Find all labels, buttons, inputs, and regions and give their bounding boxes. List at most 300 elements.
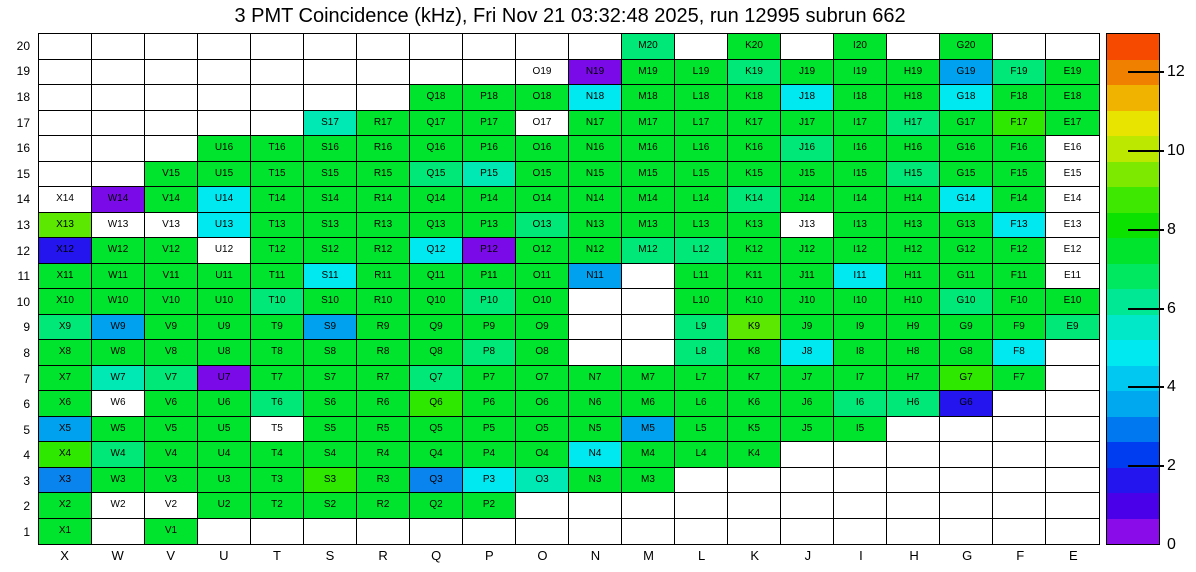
cell-J9: J9 [781,315,834,341]
cell-E18: E18 [1046,85,1099,111]
row-label-8: 8 [23,345,30,360]
cell-L6: L6 [675,391,728,417]
cell-G17: G17 [940,111,993,137]
empty-cell-E3 [1046,468,1099,494]
cell-Q10: Q10 [410,289,463,315]
cell-S14: S14 [304,187,357,213]
cell-R4: R4 [357,442,410,468]
col-label-U: U [219,548,229,563]
cell-O3: O3 [516,468,569,494]
cell-U2: U2 [198,493,251,519]
cell-I8: I8 [834,340,887,366]
cell-P12: P12 [463,238,516,264]
cell-P14: P14 [463,187,516,213]
cell-I16: I16 [834,136,887,162]
cell-L10: L10 [675,289,728,315]
empty-cell-F1 [993,519,1046,545]
cell-Q16: Q16 [410,136,463,162]
cell-X8: X8 [39,340,92,366]
cell-I9: I9 [834,315,887,341]
row-label-16: 16 [16,141,30,156]
empty-cell-I1 [834,519,887,545]
x-axis-labels [38,548,1100,568]
empty-cell-V18 [145,85,198,111]
colorbar-band-6 [1107,391,1159,417]
cell-F11: F11 [993,264,1046,290]
cell-W12: W12 [92,238,145,264]
empty-cell-L3 [675,468,728,494]
colorbar-ticklabel-2: 2 [1167,457,1176,475]
cell-P9: P9 [463,315,516,341]
cell-T6: T6 [251,391,304,417]
empty-cell-H2 [887,493,940,519]
colorbar-ticklabel-4: 4 [1167,378,1176,396]
cell-N15: N15 [569,162,622,188]
cell-R12: R12 [357,238,410,264]
colorbar-band-11 [1107,264,1159,290]
cell-M13: M13 [622,213,675,239]
cell-M5: M5 [622,417,675,443]
empty-cell-W18 [92,85,145,111]
cell-S4: S4 [304,442,357,468]
row-label-15: 15 [16,166,30,181]
empty-cell-U18 [198,85,251,111]
cell-J11: J11 [781,264,834,290]
colorbar-tickline-6 [1128,308,1164,310]
cell-X11: X11 [39,264,92,290]
cell-O11: O11 [516,264,569,290]
cell-E14: E14 [1046,187,1099,213]
cell-V10: V10 [145,289,198,315]
cell-O18: O18 [516,85,569,111]
cell-T4: T4 [251,442,304,468]
row-label-11: 11 [17,269,30,284]
colorbar-band-20 [1107,34,1159,60]
cell-P10: P10 [463,289,516,315]
empty-cell-N9 [569,315,622,341]
cell-X5: X5 [39,417,92,443]
empty-cell-P20 [463,34,516,60]
cell-S17: S17 [304,111,357,137]
empty-cell-O1 [516,519,569,545]
cell-R8: R8 [357,340,410,366]
cell-L12: L12 [675,238,728,264]
colorbar-band-13 [1107,213,1159,239]
empty-cell-E5 [1046,417,1099,443]
row-label-6: 6 [23,397,30,412]
y-axis-labels [0,33,32,545]
row-label-18: 18 [16,89,30,104]
cell-T12: T12 [251,238,304,264]
empty-cell-N10 [569,289,622,315]
cell-N3: N3 [569,468,622,494]
cell-X14: X14 [39,187,92,213]
cell-S9: S9 [304,315,357,341]
cell-P5: P5 [463,417,516,443]
cell-H13: H13 [887,213,940,239]
empty-cell-X19 [39,60,92,86]
cell-W5: W5 [92,417,145,443]
empty-cell-W16 [92,136,145,162]
empty-cell-N2 [569,493,622,519]
cell-I10: I10 [834,289,887,315]
cell-G20: G20 [940,34,993,60]
empty-cell-T19 [251,60,304,86]
empty-cell-P1 [463,519,516,545]
cell-O13: O13 [516,213,569,239]
cell-U11: U11 [198,264,251,290]
cell-X1: X1 [39,519,92,545]
cell-L13: L13 [675,213,728,239]
cell-F9: F9 [993,315,1046,341]
cell-U14: U14 [198,187,251,213]
cell-T16: T16 [251,136,304,162]
cell-V13: V13 [145,213,198,239]
empty-cell-R19 [357,60,410,86]
cell-Q3: Q3 [410,468,463,494]
empty-cell-L1 [675,519,728,545]
cell-K9: K9 [728,315,781,341]
cell-U3: U3 [198,468,251,494]
cell-M15: M15 [622,162,675,188]
cell-W7: W7 [92,366,145,392]
cell-W11: W11 [92,264,145,290]
cell-E9: E9 [1046,315,1099,341]
cell-P18: P18 [463,85,516,111]
cell-O19: O19 [516,60,569,86]
row-label-13: 13 [16,217,30,232]
cell-M18: M18 [622,85,675,111]
cell-U10: U10 [198,289,251,315]
cell-O10: O10 [516,289,569,315]
cell-H17: H17 [887,111,940,137]
empty-cell-V16 [145,136,198,162]
col-label-S: S [325,548,335,563]
empty-cell-W20 [92,34,145,60]
cell-K14: K14 [728,187,781,213]
empty-cell-H1 [887,519,940,545]
cell-K15: K15 [728,162,781,188]
cell-Q6: Q6 [410,391,463,417]
empty-cell-V20 [145,34,198,60]
empty-cell-T20 [251,34,304,60]
cell-K13: K13 [728,213,781,239]
col-label-H: H [909,548,919,563]
col-label-T: T [272,548,281,563]
cell-J5: J5 [781,417,834,443]
cell-F18: F18 [993,85,1046,111]
cell-R2: R2 [357,493,410,519]
row-label-20: 20 [16,38,30,53]
cell-L8: L8 [675,340,728,366]
empty-cell-K3 [728,468,781,494]
cell-W6: W6 [92,391,145,417]
empty-cell-T18 [251,85,304,111]
cell-R15: R15 [357,162,410,188]
cell-X2: X2 [39,493,92,519]
cell-S7: S7 [304,366,357,392]
empty-cell-O2 [516,493,569,519]
cell-Q7: Q7 [410,366,463,392]
cell-H19: H19 [887,60,940,86]
cell-S10: S10 [304,289,357,315]
empty-cell-I3 [834,468,887,494]
cell-I7: I7 [834,366,887,392]
empty-cell-E6 [1046,391,1099,417]
cell-P16: P16 [463,136,516,162]
cell-O17: O17 [516,111,569,137]
cell-X10: X10 [39,289,92,315]
empty-cell-E7 [1046,366,1099,392]
cell-E13: E13 [1046,213,1099,239]
cell-X12: X12 [39,238,92,264]
empty-cell-R18 [357,85,410,111]
empty-cell-I2 [834,493,887,519]
cell-I17: I17 [834,111,887,137]
cell-F14: F14 [993,187,1046,213]
cell-O7: O7 [516,366,569,392]
cell-V5: V5 [145,417,198,443]
cell-E10: E10 [1046,289,1099,315]
cell-Q18: Q18 [410,85,463,111]
empty-cell-K1 [728,519,781,545]
empty-cell-E8 [1046,340,1099,366]
colorbar-tickline-8 [1128,229,1164,231]
cell-R17: R17 [357,111,410,137]
cell-L16: L16 [675,136,728,162]
empty-cell-E4 [1046,442,1099,468]
cell-U5: U5 [198,417,251,443]
empty-cell-W15 [92,162,145,188]
cell-R16: R16 [357,136,410,162]
empty-cell-M10 [622,289,675,315]
colorbar-band-18 [1107,85,1159,111]
cell-L11: L11 [675,264,728,290]
cell-F8: F8 [993,340,1046,366]
cell-N13: N13 [569,213,622,239]
cell-Q8: Q8 [410,340,463,366]
empty-cell-J4 [781,442,834,468]
empty-cell-H3 [887,468,940,494]
empty-cell-M2 [622,493,675,519]
cell-V6: V6 [145,391,198,417]
cell-Q14: Q14 [410,187,463,213]
empty-cell-R1 [357,519,410,545]
row-label-1: 1 [23,525,30,540]
cell-F17: F17 [993,111,1046,137]
colorbar-tickline-4 [1128,386,1164,388]
cell-J14: J14 [781,187,834,213]
cell-M17: M17 [622,111,675,137]
cell-R5: R5 [357,417,410,443]
cell-T14: T14 [251,187,304,213]
cell-G8: G8 [940,340,993,366]
cell-S5: S5 [304,417,357,443]
cell-R14: R14 [357,187,410,213]
cell-G11: G11 [940,264,993,290]
cell-S3: S3 [304,468,357,494]
cell-P17: P17 [463,111,516,137]
cell-G19: G19 [940,60,993,86]
cell-V3: V3 [145,468,198,494]
cell-K20: K20 [728,34,781,60]
cell-M20: M20 [622,34,675,60]
cell-G9: G9 [940,315,993,341]
empty-cell-L2 [675,493,728,519]
cell-U13: U13 [198,213,251,239]
cell-S8: S8 [304,340,357,366]
cell-U8: U8 [198,340,251,366]
cell-R11: R11 [357,264,410,290]
empty-cell-N20 [569,34,622,60]
cell-R3: R3 [357,468,410,494]
colorbar-band-3 [1107,468,1159,494]
empty-cell-K2 [728,493,781,519]
cell-L15: L15 [675,162,728,188]
empty-cell-U19 [198,60,251,86]
cell-F13: F13 [993,213,1046,239]
empty-cell-Q20 [410,34,463,60]
cell-L19: L19 [675,60,728,86]
empty-cell-V19 [145,60,198,86]
cell-L9: L9 [675,315,728,341]
empty-cell-T1 [251,519,304,545]
cell-O12: O12 [516,238,569,264]
cell-J18: J18 [781,85,834,111]
cell-S6: S6 [304,391,357,417]
cell-H16: H16 [887,136,940,162]
cell-H10: H10 [887,289,940,315]
col-label-L: L [698,548,706,563]
empty-cell-M9 [622,315,675,341]
empty-cell-Q19 [410,60,463,86]
empty-cell-E2 [1046,493,1099,519]
empty-cell-G4 [940,442,993,468]
cell-G7: G7 [940,366,993,392]
cell-J6: J6 [781,391,834,417]
empty-cell-M11 [622,264,675,290]
colorbar-band-4 [1107,442,1159,468]
empty-cell-U20 [198,34,251,60]
colorbar-ticklabel-8: 8 [1167,220,1176,238]
cell-N12: N12 [569,238,622,264]
cell-R7: R7 [357,366,410,392]
cell-F7: F7 [993,366,1046,392]
colorbar-band-1 [1107,519,1159,545]
empty-cell-J1 [781,519,834,545]
cell-T8: T8 [251,340,304,366]
col-label-P: P [484,548,494,563]
empty-cell-J2 [781,493,834,519]
cell-G12: G12 [940,238,993,264]
cell-O4: O4 [516,442,569,468]
empty-cell-F5 [993,417,1046,443]
empty-cell-N8 [569,340,622,366]
cell-O15: O15 [516,162,569,188]
cell-O6: O6 [516,391,569,417]
cell-X6: X6 [39,391,92,417]
empty-cell-V17 [145,111,198,137]
cell-Q4: Q4 [410,442,463,468]
cell-M7: M7 [622,366,675,392]
cell-X3: X3 [39,468,92,494]
cell-N16: N16 [569,136,622,162]
empty-cell-F6 [993,391,1046,417]
empty-cell-J20 [781,34,834,60]
cell-L14: L14 [675,187,728,213]
cell-K17: K17 [728,111,781,137]
cell-T15: T15 [251,162,304,188]
empty-cell-I4 [834,442,887,468]
cell-F15: F15 [993,162,1046,188]
cell-K16: K16 [728,136,781,162]
col-label-Q: Q [431,548,442,563]
cell-N18: N18 [569,85,622,111]
col-label-W: W [111,548,124,563]
row-label-17: 17 [16,115,30,130]
cell-P4: P4 [463,442,516,468]
cell-M12: M12 [622,238,675,264]
cell-O14: O14 [516,187,569,213]
cell-K10: K10 [728,289,781,315]
cell-T5: T5 [251,417,304,443]
cell-V9: V9 [145,315,198,341]
cell-L7: L7 [675,366,728,392]
cell-I15: I15 [834,162,887,188]
cell-K6: K6 [728,391,781,417]
colorbar-ticklabel-12: 12 [1167,63,1185,81]
cell-N6: N6 [569,391,622,417]
empty-cell-F2 [993,493,1046,519]
empty-cell-G5 [940,417,993,443]
cell-U12: U12 [198,238,251,264]
cell-G10: G10 [940,289,993,315]
empty-cell-J3 [781,468,834,494]
cell-J13: J13 [781,213,834,239]
empty-cell-P19 [463,60,516,86]
cell-J15: J15 [781,162,834,188]
colorbar-band-12 [1107,238,1159,264]
cell-V14: V14 [145,187,198,213]
cell-H14: H14 [887,187,940,213]
cell-G18: G18 [940,85,993,111]
empty-cell-R20 [357,34,410,60]
colorbar-ticklabel-10: 10 [1167,142,1185,160]
cell-S16: S16 [304,136,357,162]
cell-G13: G13 [940,213,993,239]
colorbar-tickline-2 [1128,465,1164,467]
cell-M19: M19 [622,60,675,86]
cell-P15: P15 [463,162,516,188]
colorbar-tickline-10 [1128,150,1164,152]
empty-cell-F3 [993,468,1046,494]
cell-K8: K8 [728,340,781,366]
cell-L17: L17 [675,111,728,137]
cell-S2: S2 [304,493,357,519]
empty-cell-E20 [1046,34,1099,60]
cell-P8: P8 [463,340,516,366]
cell-X13: X13 [39,213,92,239]
colorbar-ticklabel-6: 6 [1167,299,1176,317]
empty-cell-W1 [92,519,145,545]
cell-R6: R6 [357,391,410,417]
row-label-2: 2 [23,499,30,514]
empty-cell-Q1 [410,519,463,545]
cell-M4: M4 [622,442,675,468]
empty-cell-F20 [993,34,1046,60]
cell-Q9: Q9 [410,315,463,341]
col-label-K: K [750,548,760,563]
